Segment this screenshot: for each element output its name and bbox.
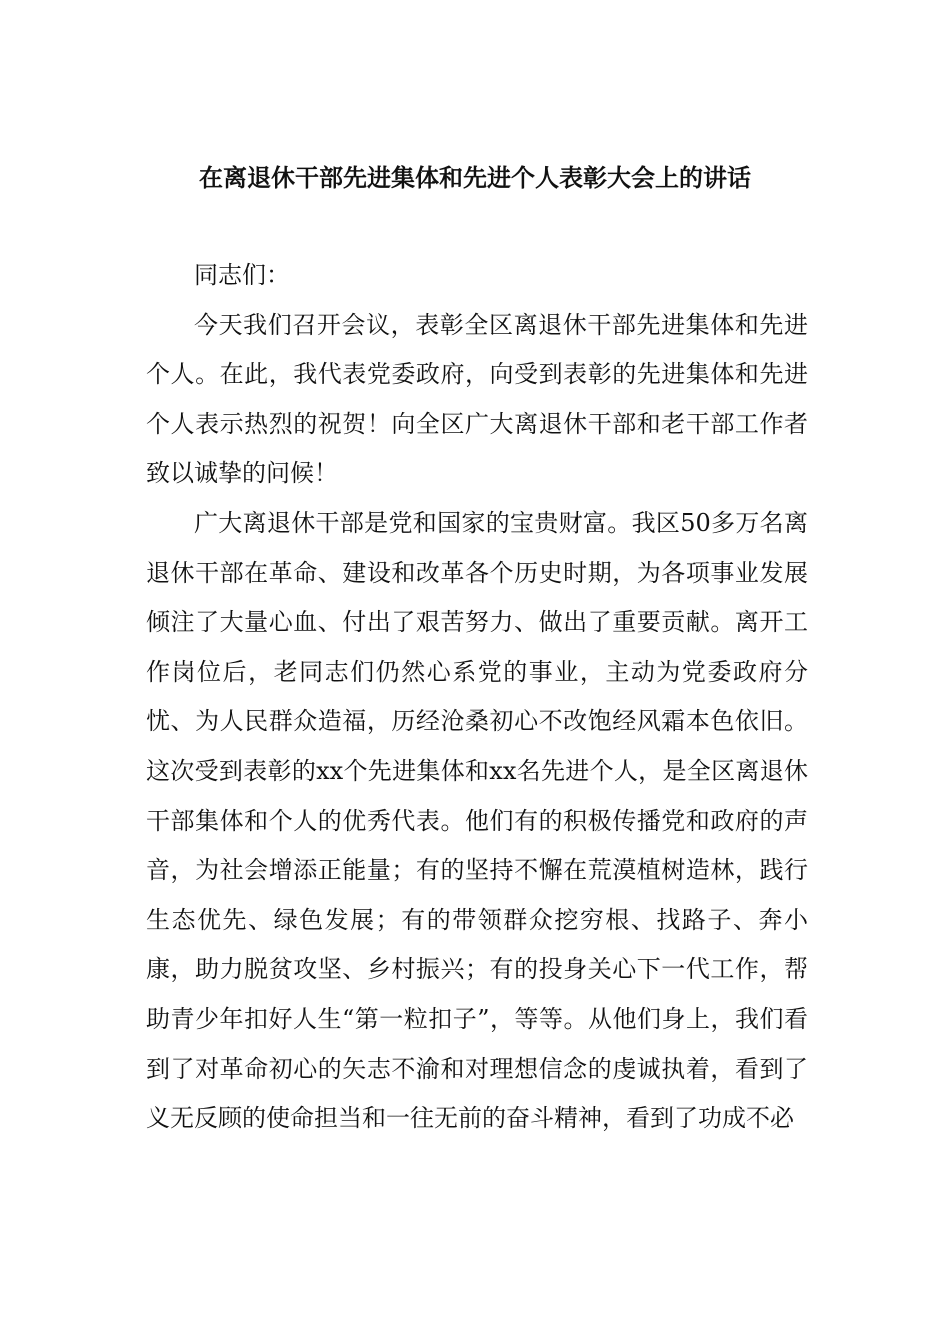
- body-paragraph: 今天我们召开会议，表彰全区离退休干部先进集体和先进个人。在此，我代表党委政府，向受到表彰的先进集体和先进个人表示热烈的祝贺！向全区广大离退休干部和老干部工作者致以诚挚的问候！: [146, 310, 808, 488]
- body-paragraph: 广大离退休干部是党和国家的宝贵财富。我区50多万名离退休干部在革命、建设和改革各个历史时期，为各项事业发展倾注了大量心血、付出了艰苦努力、做出了重要贡献。离开工作岗位后，老同志们仍然心系党的事业，主动为党委政府分忧、为人民群众造福，历经沧桑初心不改饱经风霜本色依旧。这次受到表彰的xx个先进集体和xx名先进个人，是全区离退休干部集体和个人的优秀代表。他们有的积极传播党和政府的声音，为社会增添正能量；有的坚持不懈在荒漠植树造林，践行生态优先、绿色发展；有的带领群众挖穷根、找路子、奔小康，助力脱贫攻坚、乡村振兴；有的投身关心下一代工作，帮助青少年扣好人生“第一粒扣子”，等等。从他们身上，我们看到了对革命初心的矢志不渝和对理想信念的虔诚执着，看到了义无反顾的使命担当和一往无前的奋斗精神，看到了功成不必: [146, 508, 808, 1133]
- document-title: 在离退休干部先进集体和先进个人表彰大会上的讲话: [199, 163, 751, 192]
- greeting-line: 同志们：: [194, 261, 290, 289]
- document-body: [146, 251, 808, 1144]
